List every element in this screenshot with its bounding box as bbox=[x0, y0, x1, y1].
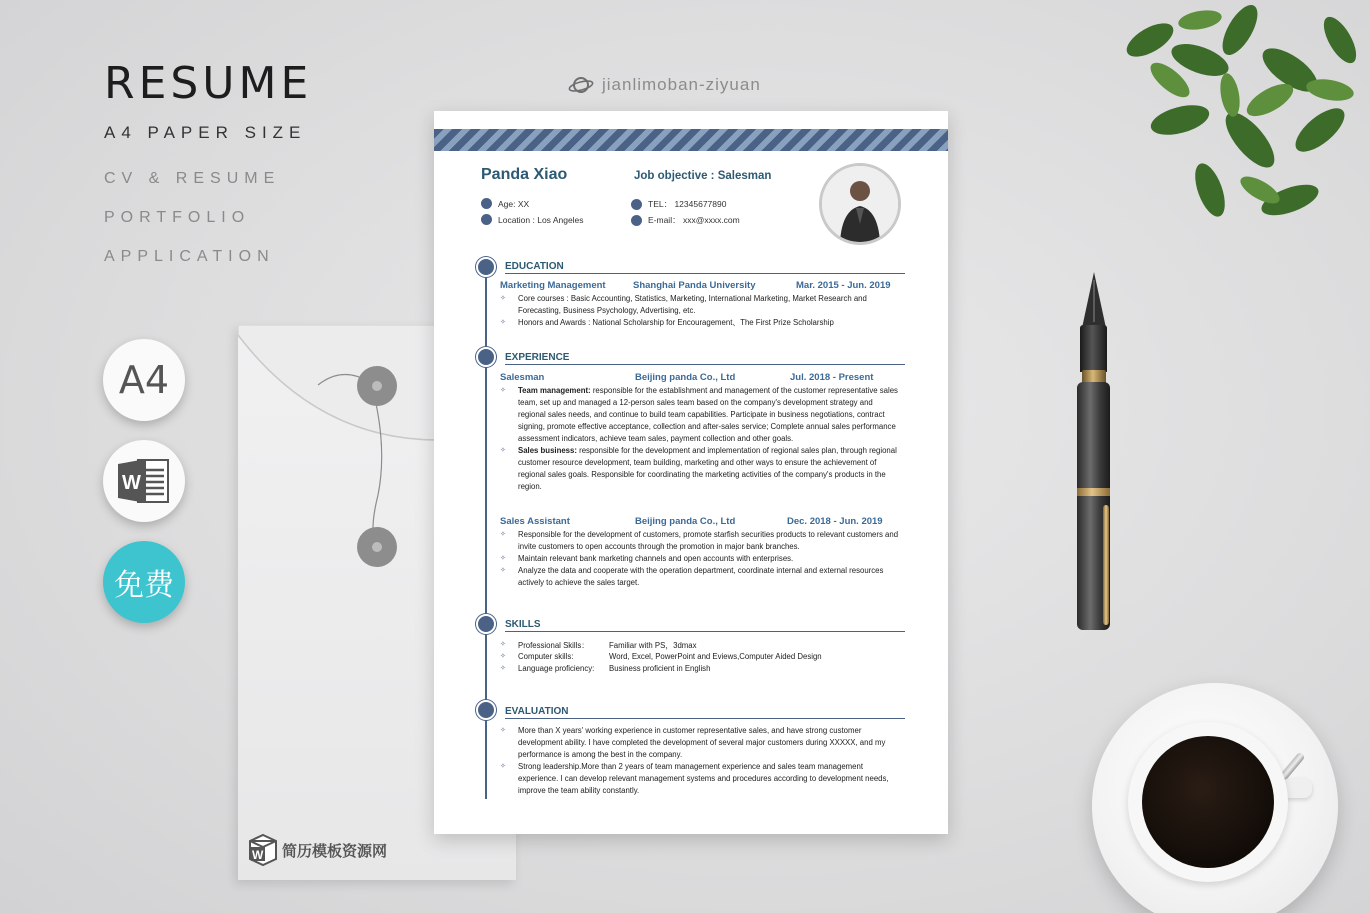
education-title: EDUCATION bbox=[505, 261, 564, 272]
tel-info bbox=[631, 198, 726, 210]
bullet-bold: Team management: bbox=[518, 386, 591, 395]
bullet-text: responsible for the development and implementation of regional sales plan, through regional customer resource development, team building, marketing and other ways to ensure the achievement of regional sales goals. Responsible for coordinating the marketing activities of the company's products in the region. bbox=[518, 446, 897, 491]
planet-icon bbox=[568, 75, 594, 95]
list-item: ✧ Core courses : Basic Accounting, Statistics, Marketing, International Marketing, Market Research and Forecasting, Business Psychology, Advertising, etc. bbox=[500, 293, 900, 317]
education-school: Shanghai Panda University bbox=[633, 280, 756, 291]
job1-bullets bbox=[500, 385, 900, 493]
svg-text:W: W bbox=[122, 472, 141, 494]
experience-title: EXPERIENCE bbox=[505, 352, 570, 363]
hero-line-application: APPLICATION bbox=[104, 248, 275, 265]
job2-company: Beijing panda Co., Ltd bbox=[635, 516, 736, 527]
skill-row bbox=[500, 652, 822, 661]
skill-key: ✧ Professional Skills： bbox=[500, 640, 609, 651]
list-item bbox=[500, 445, 900, 493]
skill-row bbox=[500, 664, 710, 673]
envelope-logo-text: 简历模板资源网 bbox=[282, 841, 388, 860]
bullet-text: responsible for the establishment and management of the customer representative sales team, set up and managed a 12-person sales team based on the company's development strategy and regional sales needs, and continue to build team capabilities. Participate in business negotiations, contract signing, promote effective acceptance, collection and after-sales service; Complete annual sales performance assessment indicators, achieve team sales, payment collection and other goals. bbox=[518, 386, 898, 443]
envelope-logo bbox=[248, 833, 387, 867]
email-info bbox=[631, 214, 740, 226]
layers-icon bbox=[476, 347, 496, 367]
hero-line-portfolio: PORTFOLIO bbox=[104, 209, 251, 226]
graduation-cap-icon bbox=[476, 257, 496, 277]
job2-role: Sales Assistant bbox=[500, 516, 570, 527]
free-badge-label: 免费 bbox=[114, 569, 174, 602]
job1-date: Jul. 2018 - Present bbox=[790, 372, 874, 383]
location-pin-icon bbox=[481, 214, 492, 225]
tel-text: TEL： 12345677890 bbox=[648, 199, 727, 209]
education-date: Mar. 2015 - Jun. 2019 bbox=[796, 280, 891, 291]
list-item: ✧ Strong leadership.More than 2 years of team management experience and sales team management experience. I can develop relevant management systems and procedures according to development needs, improve the team ability constantly. bbox=[500, 761, 900, 797]
bullet-bold: Sales business: bbox=[518, 446, 577, 455]
free-badge bbox=[103, 541, 185, 623]
list-item bbox=[500, 385, 900, 445]
candidate-name: Panda Xiao bbox=[481, 166, 568, 183]
job2-date: Dec. 2018 - Jun. 2019 bbox=[787, 516, 883, 527]
coffee bbox=[1142, 736, 1274, 868]
education-major: Marketing Management bbox=[500, 280, 606, 291]
resume-paper bbox=[434, 111, 948, 834]
email-text: E-mail： xxx@xxxx.com bbox=[648, 215, 740, 225]
age-info bbox=[481, 198, 529, 209]
list-item: ✧ Responsible for the development of customers, promote starfish securities products to relevant customers and invite customers to open accounts through the promotion in major bank branches. bbox=[500, 529, 900, 553]
list-item: ✧ Honors and Awards : National Scholarship for Encouragement、The First Prize Scholarship bbox=[500, 317, 900, 329]
mail-icon bbox=[631, 215, 642, 226]
plant-decoration bbox=[1090, 0, 1370, 245]
evaluation-title: EVALUATION bbox=[505, 706, 569, 717]
phone-icon bbox=[631, 199, 642, 210]
list-item: ✧ Maintain relevant bank marketing channels and open accounts with enterprises. bbox=[500, 553, 900, 565]
education-rule bbox=[505, 273, 905, 274]
a4-badge-label: A4 bbox=[118, 358, 170, 402]
word-icon bbox=[103, 440, 185, 522]
pen-nib-icon bbox=[1080, 272, 1108, 328]
location-text: Location : Los Angeles bbox=[498, 214, 584, 225]
header-stripe bbox=[434, 129, 948, 151]
education-bullets bbox=[500, 293, 900, 329]
evaluation-rule bbox=[505, 718, 905, 719]
hero-subtitle: A4 PAPER SIZE bbox=[104, 123, 307, 142]
skills-title: SKILLS bbox=[505, 619, 541, 630]
pen-grip bbox=[1080, 325, 1107, 372]
word-icon-graphic bbox=[116, 456, 172, 506]
skill-key: ✧ Computer skills: bbox=[500, 652, 609, 661]
job1-role: Salesman bbox=[500, 372, 545, 383]
skill-key: ✧ Language proficiency: bbox=[500, 664, 609, 673]
skill-row bbox=[500, 640, 697, 651]
job2-bullets bbox=[500, 529, 900, 589]
hero-line-cv: CV & RESUME bbox=[104, 170, 281, 187]
pen-clip bbox=[1103, 505, 1109, 625]
skill-value: Word, Excel, PowerPoint and Eviews,Computer Aided Design bbox=[609, 652, 822, 661]
watermark-text: jianlimoban-ziyuan bbox=[602, 75, 761, 94]
profile-photo bbox=[819, 163, 901, 245]
evaluation-bullets bbox=[500, 725, 900, 797]
cube-logo-icon bbox=[248, 833, 278, 867]
edit-icon bbox=[476, 614, 496, 634]
watermark bbox=[568, 75, 761, 95]
user-icon bbox=[481, 198, 492, 209]
hero-title: RESUME bbox=[104, 58, 313, 109]
skill-value: Familiar with PS，3dmax bbox=[609, 641, 697, 650]
job1-company: Beijing panda Co., Ltd bbox=[635, 372, 736, 383]
location-info bbox=[481, 214, 584, 225]
document-icon bbox=[476, 700, 496, 720]
svg-text:W: W bbox=[252, 848, 264, 862]
skills-rule bbox=[505, 631, 905, 632]
age-text: Age: XX bbox=[498, 198, 530, 209]
a4-badge bbox=[103, 339, 185, 421]
job-objective: Job objective : Salesman bbox=[634, 170, 772, 182]
skill-value: Business proficient in English bbox=[609, 664, 711, 673]
experience-rule bbox=[505, 364, 905, 365]
list-item: ✧ More than X years' working experience in customer representative sales, and have strong customer development ability. I have completed the development of several major customers during XXXXX, and my performance is among the best in the company. bbox=[500, 725, 900, 761]
avatar-icon bbox=[822, 166, 898, 242]
list-item: ✧ Analyze the data and cooperate with the operation department, coordinate internal and external resources actively to achieve the sales target. bbox=[500, 565, 900, 589]
pen-band bbox=[1077, 488, 1110, 496]
